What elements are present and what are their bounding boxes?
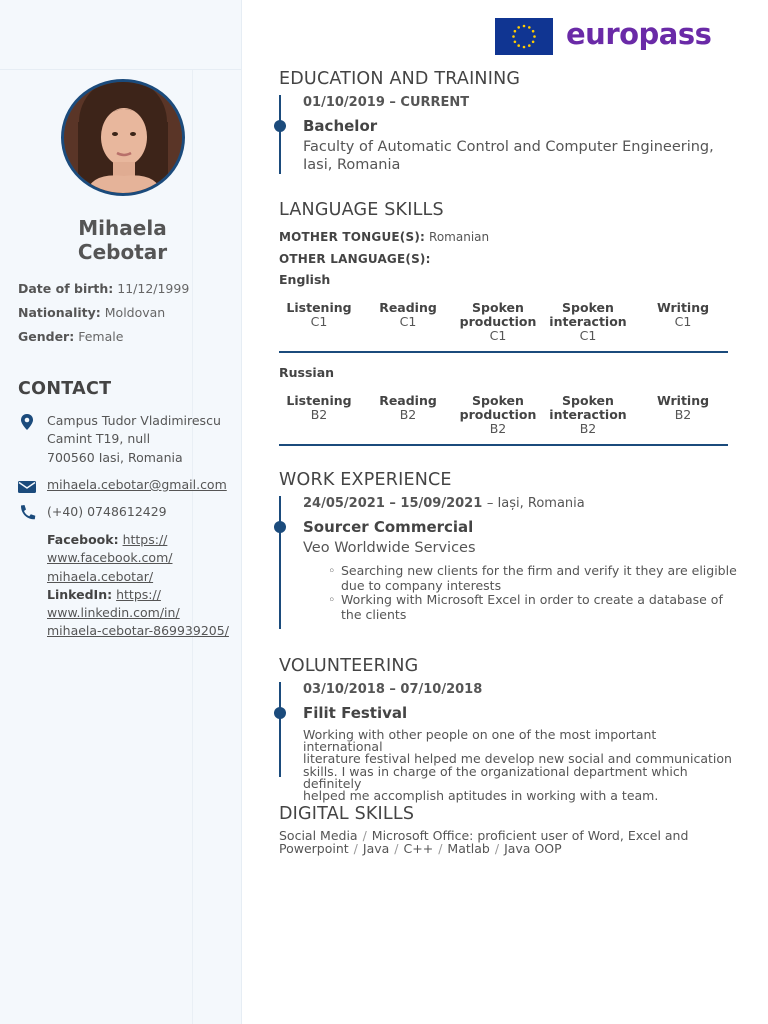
skill-header: interaction bbox=[549, 314, 627, 330]
work-bullet bbox=[330, 593, 723, 622]
linkedin-label: LinkedIn: bbox=[47, 586, 113, 602]
education-org-line: Iasi, Romania bbox=[303, 157, 401, 173]
skill-spoken-production bbox=[448, 394, 548, 437]
digital-skill: Java bbox=[362, 840, 390, 856]
skill-level: C1 bbox=[674, 314, 692, 330]
work-bullet-line: due to company interests bbox=[341, 577, 502, 593]
nationality-label: Nationality: bbox=[18, 305, 101, 320]
mother-tongue-value: Romanian bbox=[429, 230, 490, 244]
linkedin-link[interactable]: mihaela-cebotar-869939205/ bbox=[47, 623, 229, 639]
location-pin-icon bbox=[17, 413, 37, 431]
gender bbox=[18, 329, 123, 344]
facebook-link[interactable]: https:// bbox=[122, 532, 168, 547]
contact-heading: CONTACT bbox=[18, 379, 112, 399]
work-title: Sourcer Commercial bbox=[303, 518, 474, 536]
digital-skill: Microsoft Office: proficient user of Word, Excel and Powerpoint bbox=[279, 828, 689, 856]
language-name: English bbox=[279, 272, 331, 287]
volunteering-timeline-dot bbox=[274, 707, 286, 719]
language-divider bbox=[279, 444, 728, 446]
separator: / bbox=[362, 828, 367, 843]
gender-label: Gender: bbox=[18, 329, 75, 344]
skill-listening bbox=[269, 394, 369, 422]
skill-level: B2 bbox=[674, 407, 692, 423]
last-name: Cebotar bbox=[77, 240, 168, 264]
language-name: Russian bbox=[279, 365, 335, 380]
facebook-link[interactable]: mihaela.cebotar/ bbox=[47, 568, 154, 584]
volunteering-timeline-line bbox=[279, 682, 281, 777]
facebook-link[interactable]: www.facebook.com/ bbox=[47, 550, 173, 566]
person-name bbox=[20, 216, 225, 264]
digital-skills-list bbox=[279, 830, 719, 855]
digital-skill: Social Media bbox=[279, 828, 358, 843]
work-org: Veo Worldwide Services bbox=[303, 540, 476, 556]
linkedin-link[interactable]: www.linkedin.com/in/ bbox=[47, 605, 180, 621]
work-bullet-line: the clients bbox=[341, 606, 407, 622]
email-link[interactable]: mihaela.cebotar@gmail.com bbox=[47, 477, 227, 492]
social-links bbox=[47, 531, 229, 641]
skill-level: C1 bbox=[310, 314, 328, 330]
date-of-birth-value: 11/12/1999 bbox=[117, 281, 190, 296]
skill-header: Writing bbox=[656, 393, 710, 408]
nationality bbox=[18, 305, 165, 320]
mother-tongue bbox=[279, 230, 489, 244]
europass-logo: europass bbox=[566, 17, 712, 51]
digital-heading: DIGITAL SKILLS bbox=[279, 804, 415, 824]
skill-listening bbox=[269, 301, 369, 329]
address-line: Campus Tudor Vladimirescu bbox=[47, 413, 221, 428]
education-date: 01/10/2019 – CURRENT bbox=[303, 95, 470, 110]
separator: / bbox=[353, 840, 358, 856]
contact-email[interactable] bbox=[47, 476, 227, 494]
skill-level: B2 bbox=[489, 421, 507, 437]
volunteering-line: skills. I was in charge of the organizational department which definitely bbox=[303, 763, 688, 791]
education-org-line: Faculty of Automatic Control and Computer Engineering, bbox=[303, 139, 714, 155]
other-languages-label: OTHER LANGUAGE(S): bbox=[279, 252, 431, 266]
skill-level: B2 bbox=[310, 407, 328, 423]
work-date-range: 24/05/2021 – 15/09/2021 bbox=[303, 496, 483, 511]
skill-reading bbox=[358, 301, 458, 329]
volunteering-date: 03/10/2018 – 07/10/2018 bbox=[303, 682, 483, 697]
skill-spoken-interaction bbox=[538, 301, 638, 344]
work-bullet-line: ◦ Searching new clients for the firm and verify it they are eligible bbox=[341, 563, 737, 578]
education-org bbox=[303, 138, 714, 174]
education-heading: EDUCATION AND TRAINING bbox=[279, 69, 521, 89]
skill-reading bbox=[358, 394, 458, 422]
address-line: Camint T19, null bbox=[47, 431, 151, 447]
skill-header: interaction bbox=[549, 407, 627, 423]
work-bullet-line: ◦ Working with Microsoft Excel in order to create a database of bbox=[341, 592, 723, 607]
eu-flag-icon bbox=[495, 18, 553, 55]
education-title: Bachelor bbox=[303, 117, 378, 135]
skill-header: Listening bbox=[286, 393, 352, 408]
separator: / bbox=[394, 840, 399, 856]
education-timeline-line bbox=[279, 95, 281, 174]
volunteering-line: literature festival helped me develop new social and communication bbox=[303, 751, 732, 767]
skill-header: production bbox=[459, 314, 537, 330]
volunteering-title: Filit Festival bbox=[303, 704, 408, 722]
digital-skill: C++ bbox=[403, 840, 434, 856]
mother-tongue-label: MOTHER TONGUE(S): bbox=[279, 230, 426, 244]
first-name: Mihaela bbox=[78, 216, 167, 240]
skill-header: Spoken bbox=[562, 393, 614, 408]
envelope-icon bbox=[17, 478, 37, 496]
separator: / bbox=[438, 840, 443, 856]
volunteering-description bbox=[303, 729, 733, 802]
work-bullet bbox=[330, 564, 737, 593]
contact-address bbox=[47, 412, 221, 467]
skill-header: Writing bbox=[656, 300, 710, 315]
digital-skill: Java OOP bbox=[504, 840, 562, 856]
skill-header: production bbox=[459, 407, 537, 423]
digital-skill: Matlab bbox=[447, 840, 490, 856]
separator: / bbox=[494, 840, 500, 856]
linkedin-link[interactable]: https:// bbox=[116, 586, 161, 602]
date-of-birth bbox=[18, 281, 189, 296]
education-timeline-dot bbox=[274, 120, 286, 132]
gender-value: Female bbox=[78, 329, 124, 344]
profile-photo bbox=[61, 79, 185, 196]
skill-header: Listening bbox=[286, 300, 352, 315]
skill-header: Spoken bbox=[472, 393, 524, 408]
skill-writing bbox=[633, 301, 733, 329]
volunteering-heading: VOLUNTEERING bbox=[279, 656, 419, 676]
skill-level: B2 bbox=[399, 407, 417, 423]
skill-header: Spoken bbox=[562, 300, 614, 315]
work-heading: WORK EXPERIENCE bbox=[279, 470, 452, 490]
skill-level: B2 bbox=[579, 421, 597, 437]
address-line: 700560 Iasi, Romania bbox=[47, 449, 183, 465]
volunteering-line: helped me accomplish aptitudes in working with a team. bbox=[303, 788, 659, 804]
facebook-label: Facebook: bbox=[47, 532, 119, 547]
skill-header: Reading bbox=[379, 300, 437, 315]
date-of-birth-label: Date of birth: bbox=[18, 281, 114, 296]
skill-header: Spoken bbox=[472, 300, 524, 315]
skill-writing bbox=[633, 394, 733, 422]
skill-level: C1 bbox=[579, 328, 597, 344]
phone-icon bbox=[17, 504, 37, 522]
language-divider bbox=[279, 351, 728, 353]
work-location: – Iași, Romania bbox=[486, 496, 585, 511]
skill-level: C1 bbox=[399, 314, 417, 330]
work-date bbox=[303, 496, 585, 511]
skill-spoken-production bbox=[448, 301, 548, 344]
volunteering-line: Working with other people on one of the most important international bbox=[303, 727, 657, 755]
nationality-value: Moldovan bbox=[104, 305, 166, 320]
work-timeline-dot bbox=[274, 521, 286, 533]
skill-level: C1 bbox=[489, 328, 507, 344]
language-heading: LANGUAGE SKILLS bbox=[279, 200, 444, 220]
skill-spoken-interaction bbox=[538, 394, 638, 437]
work-timeline-line bbox=[279, 496, 281, 629]
sidebar-top-band bbox=[0, 0, 242, 70]
contact-phone: (+40) 0748612429 bbox=[47, 504, 167, 519]
skill-header: Reading bbox=[379, 393, 437, 408]
